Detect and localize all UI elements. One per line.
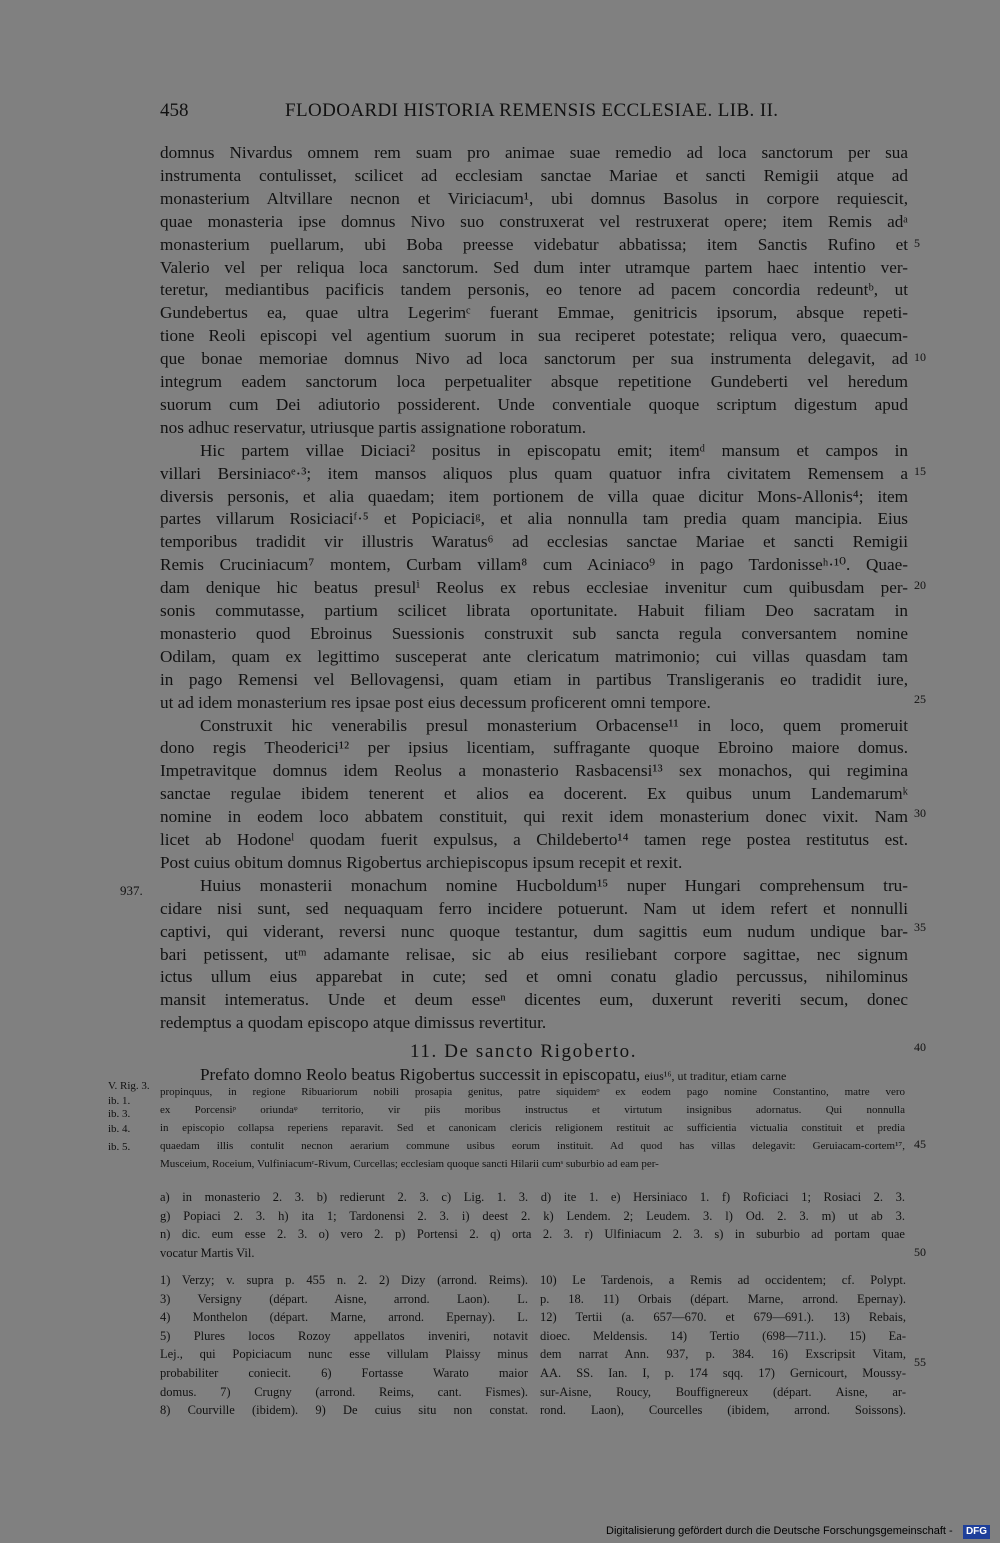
text-line: Hic partem villae Diciaci² positus in episcopatu emit; itemᵈ mansum et campos in (200, 440, 908, 460)
text-line: quae monasteria ipse domnus Nivo suo construxerat vel restruxerat opere; item Remis adᵃ (160, 211, 908, 231)
note-line: 5) Plures locos Rozoy appellatos inveniri, notavit (160, 1328, 528, 1343)
chapter-line: propinquus, in regione Ribuariorum nobili prosapia genitus, patre siquidemᵒ ex eodem pago nomine Constantino, matre vero (160, 1086, 905, 1098)
text-line: domnus Nivardus omnem rem suam pro animae suae remedio ad loca sanctorum per sua (160, 143, 908, 162)
note-line: dioec. Meldensis. 14) Tertio (698—711.). 15) Ea- (540, 1328, 906, 1343)
margin-date: 937. (120, 883, 143, 898)
line-number: 20 (914, 578, 926, 592)
page-number: 458 (160, 100, 189, 121)
text-line: diversis personis, et alia quaedam; item portionem de villa quae dicitur Mons-Allonis⁴; item (160, 486, 908, 506)
chapter-line: ex Porcensiᵖ oriundaᵠ territorio, vir piis moribus instructus et virtutum insignibus adornatus. Qui nonnulla (160, 1104, 905, 1116)
text-line: cidare nisi sunt, sed nequaquam ferro incidere potuerunt. Nam ut idem refert et nonnulli (160, 898, 908, 918)
text-line: ictus ullum eius apparebat in cute; sed et omni conatu gladio percussus, nihilominus (160, 967, 908, 987)
apparatus-line: vocatur Martis Vil. (160, 1245, 255, 1260)
text-line: villari Bersiniacoᵉ·³; item mansos aliquos plus quam quatuor infra civitatem Remensem a (160, 463, 908, 483)
note-line: 3) Versigny (départ. Aisne, arrond. Laon). L. (160, 1291, 528, 1306)
text-line: sonis commutasse, partium scilicet librata oportunitate. Habuit filiam Deo sacratam in (160, 601, 908, 620)
text-line: ut ad idem monasterium res ipsae post eius decessum proficerent omni tempore. (160, 692, 711, 712)
line-number: 55 (914, 1355, 926, 1369)
note-line: probabiliter coniecit. 6) Fortasse Warato maior (160, 1366, 528, 1380)
side-reference: V. Rig. 3. (108, 1080, 150, 1092)
text-line: captivi, qui viderant, reversi nunc quoque testantur, dum sagittis eum nudum undique bar- (160, 921, 908, 941)
line-number: 5 (914, 236, 920, 250)
text-line: bari petissent, utᵐ adamante relisae, sic ab eius resiliebant corpore sagittae, nec signum (160, 944, 908, 964)
apparatus-line: n) dic. eum esse 2. 3. o) vero 2. p) Portensi 2. q) orta 2. 3. r) Ulfiniacum 2. 3. s) in suburbio ad portam quae (160, 1227, 905, 1241)
text-line: Remis Cruciniacum⁷ montem, Curbam villam⁸ cum Aciniaco⁹ in pago Tardonisseʰ·¹⁰. Quae- (160, 555, 908, 575)
text-line: licet ab Hodoneˡ quodam fuerit expulsus, a Childeberto¹⁴ tamen rege postea restitutus est. (160, 830, 908, 849)
text-line: Odilam, quam ex legittimo susceperat ante clericatum matrimonio; cui villas quasdam tam (160, 646, 908, 666)
note-line: rond. Laon), Courcelles (ibidem, arrond. Soissons). (540, 1403, 906, 1418)
text-line: Valerio vel per reliqua loca sanctorum. Sed dum inter utramque partem haec intentio ver- (160, 257, 908, 277)
text-line: que bonae memoriae domnus Nivo ad loca sanctorum per sua instrumenta delegavit, ad (160, 349, 908, 369)
note-line: domus. 7) Crugny (arrond. Reims, cant. Fismes). (160, 1384, 528, 1399)
note-line: 12) Tertii (a. 657—670. et 679—691.). 13) Rebais, (540, 1310, 906, 1325)
note-line: 8) Courville (ibidem). 9) De cuius situ non constat. (160, 1403, 528, 1418)
text-line: monasterium puellarum, ubi Boba preesse videbatur abbatissa; item Sanctis Rufino et (160, 234, 908, 254)
text-line: Construxit hic venerabilis presul monasterium Orbacense¹¹ in loco, quem promeruit (200, 715, 908, 735)
chapter-line: quaedam illis contulit necnon aerarium commune usibus eorum instituit. Ad quod has villas delegavit: Geruiacam-cortem¹⁷, (160, 1140, 905, 1152)
note-line: p. 18. 11) Orbais (départ. Marne, arrond. Epernay). (540, 1291, 906, 1306)
line-number: 45 (914, 1137, 926, 1151)
text-line: mansit intemeratus. Unde et deum esseⁿ dicentes eum, duxerunt reveriti secum, donec (160, 990, 908, 1010)
line-number: 35 (914, 920, 926, 934)
note-line: dem narrat Ann. 937, p. 384. 16) Exscripsit Vitam, (540, 1347, 906, 1362)
line-number: 10 (914, 350, 926, 364)
text-line: Gundebertus ea, quae ultra Legerimᶜ fuerant Emmae, genitricis ipsorum, absque repeti- (160, 303, 908, 323)
apparatus-line: a) in monasterio 2. 3. b) redierunt 2. 3. c) Lig. 1. 3. d) ite 1. e) Hersiniaco 1. f) Roficiaci 1; Rosiaci 2. 3. (160, 1190, 905, 1204)
chapter-line: in episcopio collapsa reperiens reparavit. Sed et canonicam clericis religionem restituit ac sufficientia victualia constituit et predia (160, 1122, 905, 1134)
side-reference: ib. 3. (108, 1108, 131, 1120)
note-line: 1) Verzy; v. supra p. 455 n. 2. 2) Dizy (arrond. Reims). (160, 1273, 528, 1287)
chapter-first-line-small: eius¹⁶, ut traditur, etiam carne (644, 1069, 787, 1083)
line-number: 40 (914, 1040, 926, 1054)
text-line: suorum cum Dei adiutorio possiderent. Unde conventiale quoque scriptum digestum apud (160, 394, 908, 414)
text-line: redemptus a quodam episcopo atque dimissus revertitur. (160, 1013, 547, 1033)
running-header (160, 100, 910, 126)
note-line: 4) Monthelon (départ. Marne, arrond. Epernay). L. (160, 1310, 528, 1325)
text-line: temporibus tradidit vir illustris Waratus⁶ ad ecclesias sanctae Mariae et sancti Remigii (160, 532, 908, 552)
running-title: FLODOARDI HISTORIA REMENSIS ECCLESIAE. LIB. II. (285, 100, 779, 121)
text-line: Post cuius obitum domnus Rigobertus archiepiscopus ipsum recepit et rexit. (160, 852, 683, 872)
text-line: in pago Remensi vel Bellovagensi, quam etiam in partibus Transligeranis eo tradidit iure, (160, 669, 908, 689)
chapter-line: Musceium, Roceium, Vulfiniacumʳ-Rivum, Curcellas; ecclesiam quoque sancti Hilarii cumˢ suburbio ad eam per- (160, 1158, 659, 1170)
side-reference: ib. 4. (108, 1123, 131, 1135)
chapter-heading: 11. De sancto Rigoberto. (410, 1041, 638, 1062)
apparatus-line: g) Popiaci 2. 3. h) ita 1; Tardonensi 2. 3. i) deest 2. k) Lendem. 2; Leudem. 3. l) Od. 2. 3. m) ut ab 3. (160, 1208, 905, 1223)
note-line: AA. SS. Ian. I, p. 174 sqq. 17) Gernicourt, Moussy- (540, 1366, 906, 1380)
note-line: Lej., qui Popiciacum nunc esse villulam Plaissy minus (160, 1347, 528, 1362)
text-line: Huius monasterii monachum nomine Hucboldum¹⁵ nuper Hungari comprehensum tru- (200, 875, 908, 895)
side-reference: ib. 5. (108, 1141, 131, 1153)
text-line: monasterium Altvillare necnon et Viriciacum¹, ubi domnus Basolus in corpore requiescit, (160, 188, 908, 208)
note-line: 10) Le Tardenois, a Remis ad occidentem; cf. Polypt. (540, 1273, 906, 1287)
text-line: dam denique hic beatus presulⁱ Reolus ex rebus ecclesiae invenitur cum quibusdam per- (160, 578, 908, 598)
digitization-credit: Digitalisierung gefördert durch die Deutsche Forschungsgemeinschaft - (606, 1525, 953, 1537)
chapter-first-line-text: Prefato domno Reolo beatus Rigobertus successit in episcopatu, (200, 1065, 641, 1084)
text-line: nomine in eodem loco abbatem constituit, qui rexit idem monasterium donec vixit. Nam (160, 807, 908, 827)
dfg-logo: DFG (963, 1525, 990, 1539)
side-reference: ib. 1. (108, 1095, 131, 1107)
text-line: tione Reoli episcopi vel agentium suorum in sua reciperet potestate; reliqua vero, quaecum- (160, 326, 908, 346)
text-line: partes villarum Rosiciaciᶠ·⁵ et Popiciaciᵍ, et alia nonnulla tam predia quam mancipia. Eius (160, 509, 908, 529)
text-line: teretur, mediantibus pacificis tandem personis, eo tenore ad pacem concordia redeuntᵇ, ut (160, 280, 908, 300)
line-number: 25 (914, 692, 926, 706)
text-line: sanctae regulae ibidem tenerent et alios ea docerent. Ex quibus unum Landemarumᵏ (160, 784, 908, 804)
line-number: 30 (914, 806, 926, 820)
text-line: instrumenta contulisset, scilicet ad ecclesiam sanctae Mariae et sancti Remigii atque ad (160, 165, 908, 185)
note-line: sur-Aisne, Roucy, Bouffignereux (départ. Aisne, ar- (540, 1384, 906, 1399)
line-number: 50 (914, 1245, 926, 1259)
text-line: dono regis Theoderici¹² per ipsius licentiam, suffragante quoque Ebroino maiore domus. (160, 738, 908, 758)
line-number: 15 (914, 464, 926, 478)
text-line: Impetravitque domnus idem Reolus a monasterio Rasbacensi¹³ sex monachos, qui regimina (160, 761, 908, 781)
text-line: integrum eadem sanctorum loca perpetualiter absque repetitione Gundeberti vel heredum (160, 372, 908, 391)
text-line: nos adhuc reservatur, utriusque partis assignatione roboratum. (160, 417, 587, 437)
text-line: monasterio quod Ebroinus Suessionis construxit sub sancta regula conversantem nomine (160, 623, 908, 643)
